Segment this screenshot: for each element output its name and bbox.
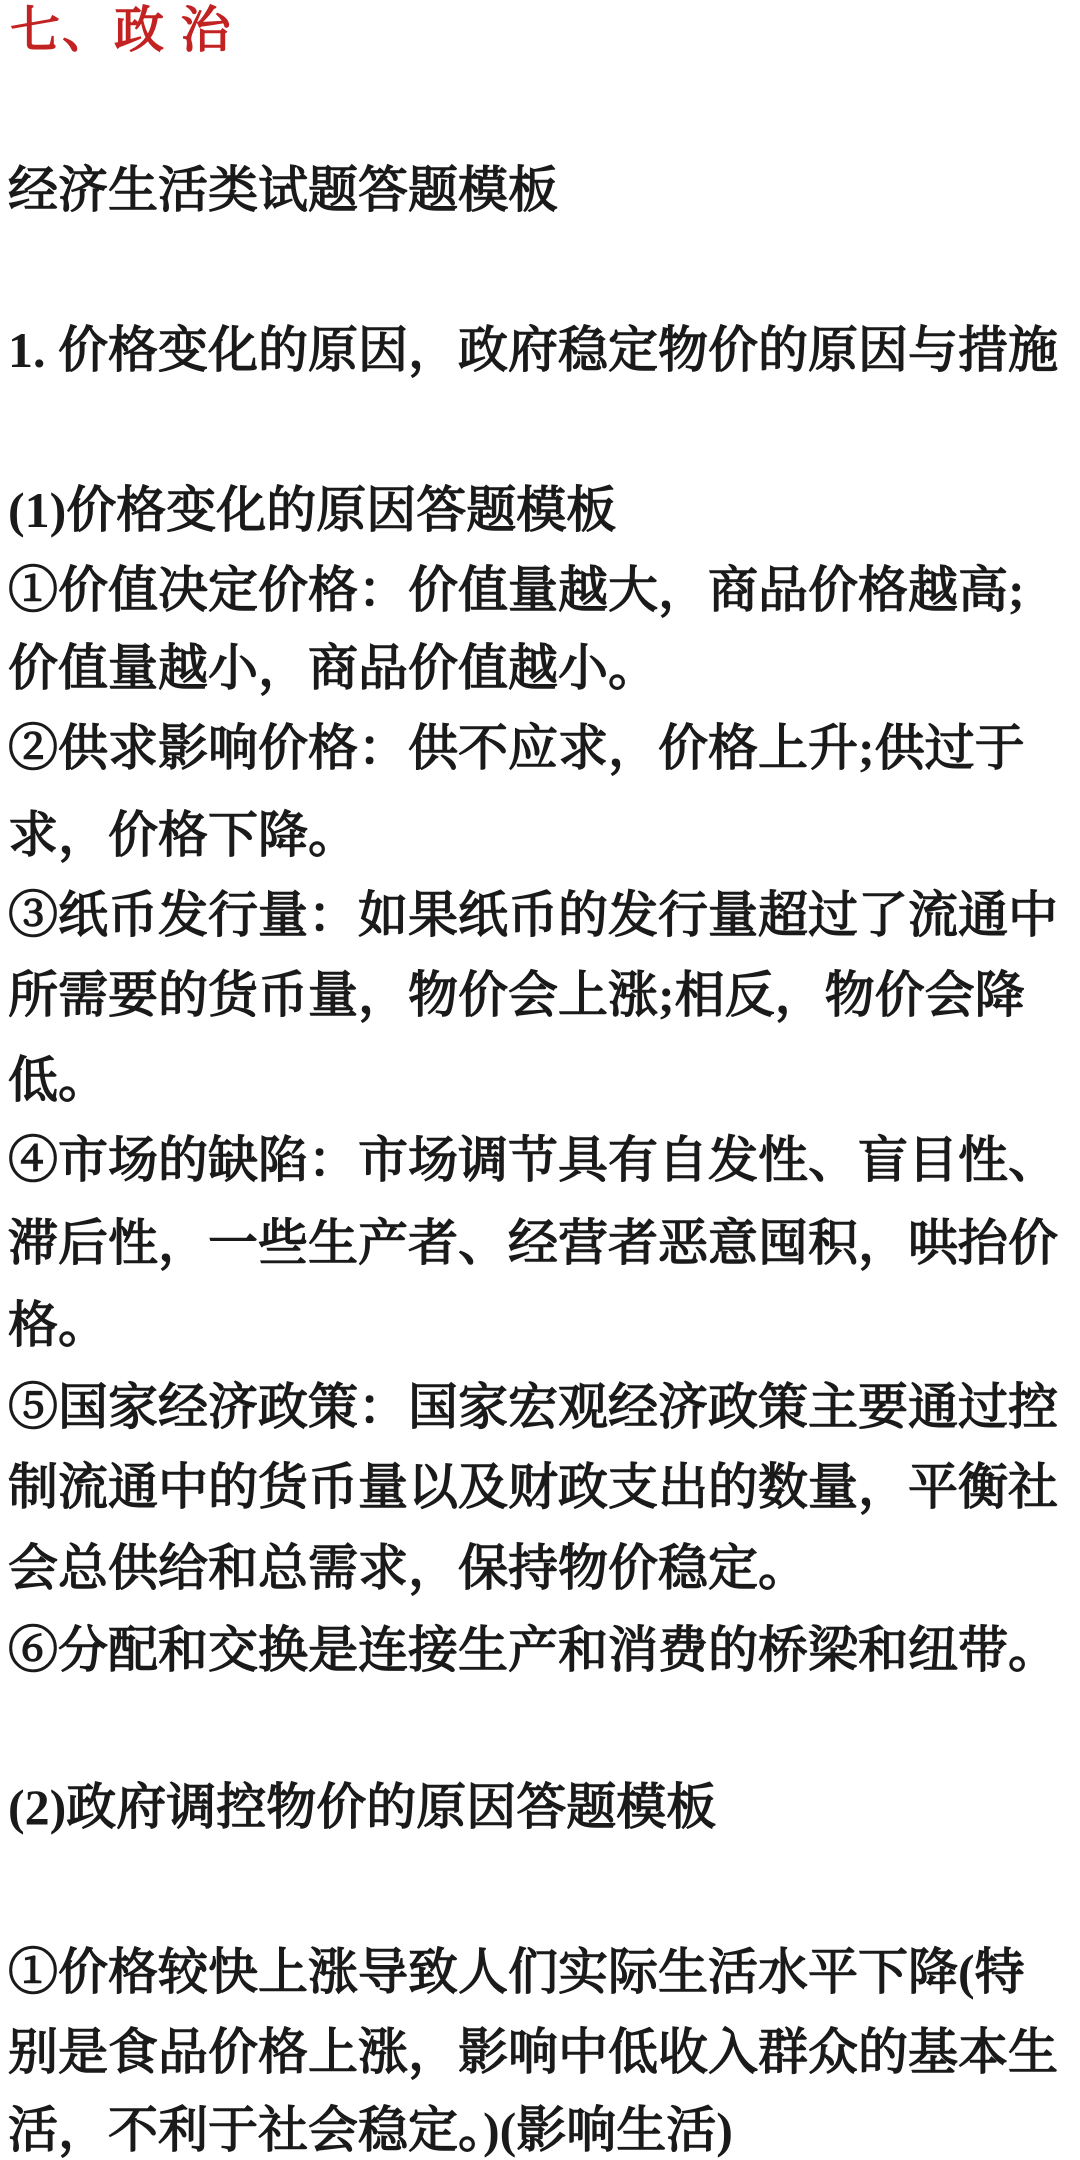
- body-text-line: ③纸币发行量：如果纸币的发行量超过了流通中: [8, 887, 1058, 943]
- body-text-line: 活，不利于社会稳定。)(影响生活): [8, 2102, 733, 2158]
- body-text-line: ①价格较快上涨导致人们实际生活水平下降(特: [8, 1944, 1025, 2000]
- body-text-line: ⑥分配和交换是连接生产和消费的桥梁和纽带。: [8, 1622, 1058, 1678]
- body-text-line: 滞后性，一些生产者、经营者恶意囤积，哄抬价: [8, 1215, 1058, 1271]
- body-text-line: 会总供给和总需求，保持物价稳定。: [8, 1540, 808, 1596]
- body-text-line: 格。: [8, 1297, 108, 1353]
- body-text-line: 所需要的货币量，物价会上涨;相反，物价会降: [8, 967, 1025, 1023]
- body-text-line: ①价值决定价格：价值量越大，商品价格越高;: [8, 562, 1025, 618]
- body-text-line: 制流通中的货币量以及财政支出的数量，平衡社: [8, 1459, 1058, 1515]
- body-text-line: ④市场的缺陷：市场调节具有自发性、盲目性、: [8, 1132, 1058, 1188]
- subsection-heading-1-2: (2)政府调控物价的原因答题模板: [8, 1779, 717, 1835]
- section-heading-1: 1. 价格变化的原因，政府稳定物价的原因与措施: [8, 322, 1058, 378]
- body-text-line: 求，价格下降。: [8, 807, 358, 863]
- body-text-line: 别是食品价格上涨，影响中低收入群众的基本生: [8, 2024, 1058, 2080]
- page-title: 七、政 治: [10, 2, 233, 58]
- body-text-line: 价值量越小，商品价值越小。: [8, 640, 658, 696]
- body-text-line: ⑤国家经济政策：国家宏观经济政策主要通过控: [8, 1379, 1058, 1435]
- body-text-line: ②供求影响价格：供不应求，价格上升;供过于: [8, 720, 1025, 776]
- document-subtitle: 经济生活类试题答题模板: [8, 162, 558, 218]
- body-text-line: 低。: [8, 1052, 108, 1108]
- subsection-heading-1-1: (1)价格变化的原因答题模板: [8, 482, 617, 538]
